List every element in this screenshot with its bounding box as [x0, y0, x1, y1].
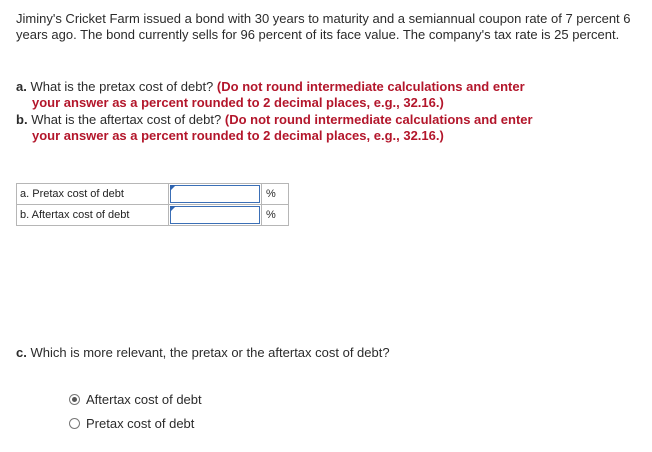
question-c-text: Which is more relevant, the pretax or the aftertax cost of debt?: [30, 345, 390, 360]
input-marker-icon: [170, 206, 176, 212]
option-pretax[interactable]: [69, 416, 194, 431]
question-a-text: What is the pretax cost of debt?: [30, 79, 214, 94]
question-b-instruction-1: (Do not round intermediate calculations and enter: [224, 112, 533, 127]
question-c-lead: c.: [16, 345, 27, 360]
question-a-instruction-2: your answer as a percent rounded to 2 decimal places, e.g., 32.16.): [32, 95, 444, 110]
aftertax-cost-input[interactable]: [170, 206, 260, 224]
option-aftertax[interactable]: [69, 392, 202, 407]
option-aftertax-label: Aftertax cost of debt: [86, 392, 202, 407]
aftertax-cost-input-cell[interactable]: [169, 205, 262, 226]
question-b-instruction-2: your answer as a percent rounded to 2 decimal places, e.g., 32.16.): [32, 128, 444, 143]
question-c: [16, 345, 390, 360]
answer-table: [16, 183, 289, 226]
question-b-text: What is the aftertax cost of debt?: [31, 112, 222, 127]
table-row: [17, 184, 289, 205]
aftertax-cost-label: b. Aftertax cost of debt: [17, 205, 169, 226]
pretax-cost-label: a. Pretax cost of debt: [17, 184, 169, 205]
input-marker-icon: [170, 185, 176, 191]
question-b-lead: b.: [16, 112, 28, 127]
problem-statement: Jiminy's Cricket Farm issued a bond with 30 years to maturity and a semiannual coupon rate of 7 percent 6 years ago. The bond currently sells for 96 percent of its face value. The company's tax rate is 25 percent.: [16, 11, 631, 42]
radio-selected-icon[interactable]: [69, 394, 80, 405]
question-b: [16, 112, 636, 144]
question-a: [16, 79, 636, 111]
pretax-cost-input[interactable]: [170, 185, 260, 203]
pretax-cost-input-cell[interactable]: [169, 184, 262, 205]
question-a-instruction-1: (Do not round intermediate calculations and enter: [216, 79, 525, 94]
option-pretax-label: Pretax cost of debt: [86, 416, 195, 431]
question-a-lead: a.: [16, 79, 27, 94]
percent-unit: %: [262, 184, 289, 205]
table-row: [17, 205, 289, 226]
radio-unselected-icon[interactable]: [69, 418, 80, 429]
percent-unit: %: [262, 205, 289, 226]
